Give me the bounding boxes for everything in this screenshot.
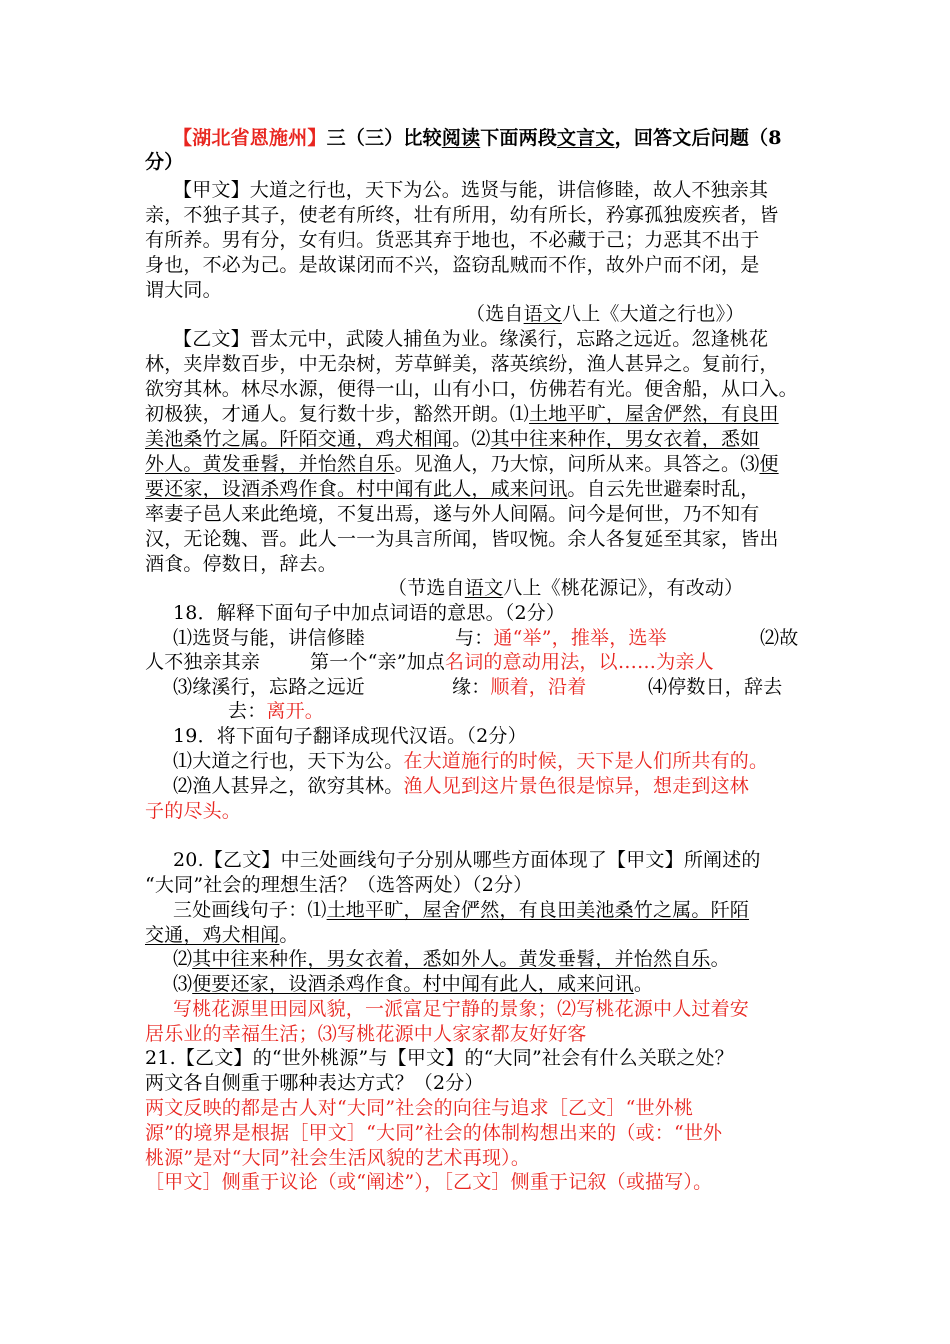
underlined-sentence-3: 便	[759, 453, 779, 475]
q18-item-1-answer: 与：通“举”，推举，选举	[455, 627, 667, 649]
question-header: 【湖北省恩施州】三（三）比较阅读下面两段文言文，回答文后问题（8	[173, 127, 782, 149]
jia-line-5: 谓大同。	[145, 279, 222, 301]
yi-line-6: 外人。黄发垂髫，并怡然自乐。见渔人，乃大惊，问所从来。具答之。⑶便	[145, 453, 779, 475]
q18-item-1: ⑴选贤与能，讲信修睦	[173, 627, 366, 649]
yi-source: （节选自语文八上《桃花源记》，有改动）	[388, 577, 744, 599]
q18-title: 18．解释下面句子中加点词语的意思。（2分）	[173, 602, 566, 624]
jia-line-2: 亲，不独子其子，使老有所终，壮有所用，幼有所长，矜寡孤独废疾者，皆	[145, 204, 779, 226]
underlined-sentence-3-cont: 要还家，设酒杀鸡作食。村中闻有此人，咸来问讯	[145, 478, 568, 500]
q18-item-3-answer: 缘：顺着，沿着	[452, 676, 587, 698]
q21-title: 21.【乙文】的“世外桃源”与【甲文】的“大同”社会有什么关联之处？	[145, 1047, 734, 1069]
q19-title: 19．将下面句子翻译成现代汉语。（2分）	[173, 725, 527, 747]
q18-item-4: ⑷停数日，辞去	[648, 676, 783, 698]
link-reading[interactable]: 阅读	[441, 127, 481, 149]
underlined-sentence-2: 其中往来种作，男女衣着，悉如	[490, 428, 760, 450]
yi-line-9: 汉，无论魏、晋。此人一一为具言所闻，皆叹惋。余人各复延至其家，皆出	[145, 528, 779, 550]
q19-item-1: ⑴大道之行也，天下为公。在大道施行的时候，天下是人们所共有的。	[173, 750, 769, 772]
q18-item-2: 人不独亲其亲	[145, 651, 261, 673]
yi-line-2: 林，夹岸数百步，中无杂树，芳草鲜美，落英缤纷，渔人甚异之。复前行，	[145, 353, 779, 375]
jia-line-1: 【甲文】大道之行也，天下为公。选贤与能，讲信修睦，故人不独亲其	[173, 179, 769, 201]
yi-line-8: 率妻子邑人来此绝境，不复出焉，遂与外人间隔。问今是何世，乃不知有	[145, 503, 760, 525]
q20-title: 20.【乙文】中三处画线句子分别从哪些方面体现了【甲文】所阐述的	[173, 849, 761, 871]
yi-line-1: 【乙文】晋太元中，武陵人捕鱼为业。缘溪行，忘路之远近。忽逢桃花	[173, 328, 769, 350]
jia-source: （选自语文八上《大道之行也》）	[466, 303, 745, 325]
q21-answer-2: 源”的境界是根据［甲文］“大同”社会的体制构想出来的（或：“世外	[145, 1122, 723, 1144]
jia-line-3: 有所养。男有分，女有归。货恶其弃于地也，不必藏于己；力恶其不出于	[145, 229, 760, 251]
q20-point-1-cont: 交通，鸡犬相闻。	[145, 924, 299, 946]
underlined-sentence-2-cont: 外人。黄发垂髫，并怡然自乐	[145, 453, 395, 475]
link-yuwen[interactable]: 语文	[523, 303, 563, 325]
q20-point-1: 三处画线句子：⑴土地平旷，屋舍俨然，有良田美池桑竹之属。阡陌	[173, 899, 750, 921]
yi-line-3: 欲穷其林。林尽水源，便得一山，山有小口，仿佛若有光。便舍船，从口入。	[145, 378, 798, 400]
underlined-sentence-1: 土地平旷，屋舍俨然，有良田	[529, 403, 779, 425]
q18-item-4-answer: 去：离开。	[228, 700, 325, 722]
jia-line-4: 身也，不必为己。是故谋闭而不兴，盗窃乱贼而不作，故外户而不闭，是	[145, 254, 760, 276]
underlined-sentence-1-cont: 美池桑竹之属。阡陌交通，鸡犬相闻	[145, 428, 453, 450]
question-header-cont: 分）	[145, 151, 184, 173]
yi-line-10: 酒食。停数日，辞去。	[145, 553, 338, 575]
yi-line-4: 初极狭，才通人。复行数十步，豁然开朗。⑴土地平旷，屋舍俨然，有良田	[145, 403, 779, 425]
yi-line-5: 美池桑竹之属。阡陌交通，鸡犬相闻。⑵其中往来种作，男女衣着，悉如	[145, 428, 760, 450]
q20-answer: 写桃花源里田园风貌，一派富足宁静的景象；⑵写桃花源中人过着安	[173, 998, 750, 1020]
q21-title-cont: 两文各自侧重于哪种表达方式？（2分）	[145, 1072, 484, 1094]
q18-item-2-answer: 第一个“亲”加点名词的意动用法，以……为亲人	[310, 651, 714, 673]
q18-item-3: ⑶缘溪行，忘路之远近	[173, 676, 366, 698]
q20-title-cont: “大同”社会的理想生活？（选答两处）（2分）	[145, 874, 533, 896]
q21-answer-3: 桃源”是对“大同”社会生活风貌的艺术再现）。	[145, 1147, 531, 1169]
q21-answer-4: ［甲文］侧重于议论（或“阐述”），［乙文］侧重于记叙（或描写）。	[145, 1171, 713, 1193]
link-yuwen-2[interactable]: 语文	[464, 577, 504, 599]
q18-item-2-start: ⑵故	[760, 627, 799, 649]
source-region: 【湖北省恩施州】	[173, 127, 327, 149]
q20-point-3: ⑶便要还家，设酒杀鸡作食。村中闻有此人，咸来问讯。	[173, 973, 654, 995]
q20-point-2: ⑵其中往来种作，男女衣着，悉如外人。黄发垂髫，并怡然自乐。	[173, 948, 730, 970]
q19-item-2: ⑵渔人甚异之，欲穷其林。渔人见到这片景色很是惊异，想走到这林	[173, 775, 750, 797]
q19-item-2-answer-cont: 子的尽头。	[145, 800, 242, 822]
link-classical-chinese[interactable]: 文言文	[557, 127, 615, 149]
yi-line-7: 要还家，设酒杀鸡作食。村中闻有此人，咸来问讯。自云先世避秦时乱，	[145, 478, 760, 500]
q21-answer-1: 两文反映的都是古人对“大同”社会的向往与追求［乙文］“世外桃	[145, 1097, 694, 1119]
q20-answer-cont: 居乐业的幸福生活；⑶写桃花源中人家家都友好好客	[145, 1023, 587, 1045]
